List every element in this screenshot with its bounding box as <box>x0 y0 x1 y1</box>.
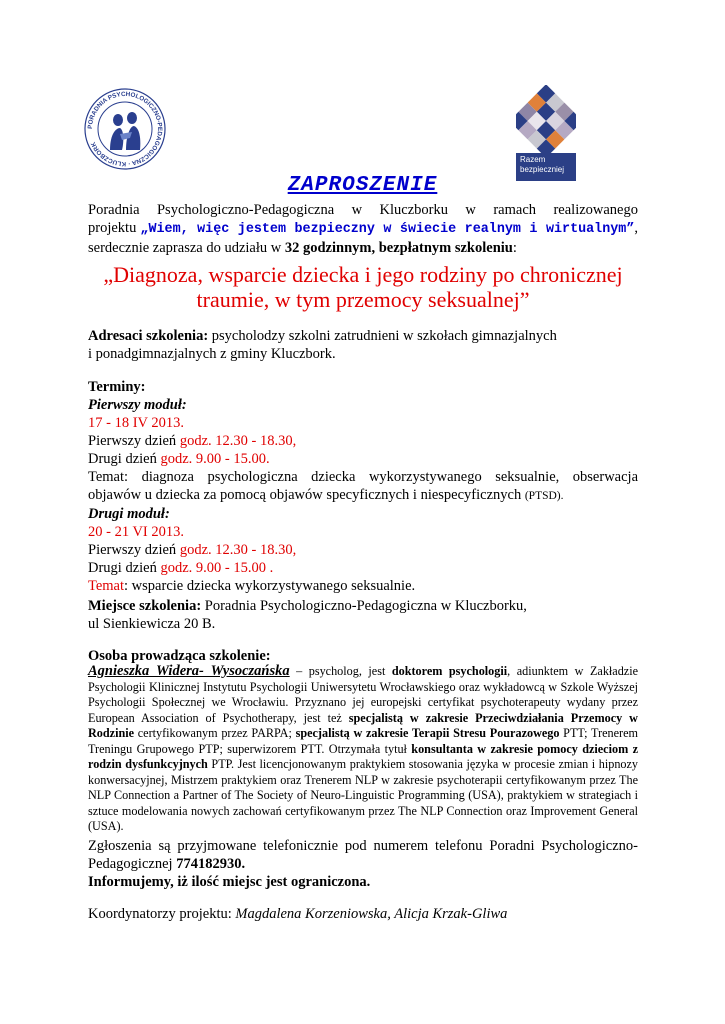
bio-line <box>88 788 638 804</box>
trainer-bio <box>88 664 638 835</box>
bio-segment: Psychologii Klinicznej Instytutu Psychologii Uniwersytetu Wrocławskiego oraz wykładowcą w Szkole Wyższej <box>88 679 638 694</box>
adresaci-section <box>88 327 638 363</box>
bio-line <box>88 773 638 789</box>
seal-ring-text: PORADNIA PSYCHOLOGICZNO-PEDAGOGICZNA · KLUCZBORK <box>86 90 164 168</box>
poradnia-seal-logo <box>84 88 166 170</box>
bio-segment: – psycholog, jest <box>289 664 392 678</box>
intro-comma: , <box>634 220 638 236</box>
miejsce-line-2: ul Sienkiewicza 20 B. <box>88 616 216 632</box>
bio-segment: Psychologii Społecznej we Wrocławiu. Przyznano jej europejski certyfikat psychoterapeuty wydany przez <box>88 695 638 709</box>
logo-line-bezpieczniej: bezpieczniej <box>520 165 565 174</box>
bio-line <box>88 726 638 742</box>
modul1-temat-line-2: objawów u dziecka za pomocą objawów specyficznych i niespecyficznych <box>88 487 525 503</box>
intro-line-1: Poradnia Psychologiczno-Pedagogiczna w Kluczborku w ramach realizowanego <box>88 202 638 218</box>
bio-segment: (USA). <box>88 819 124 833</box>
page-title: ZAPROSZENIE <box>287 174 438 197</box>
headline-line-1: „Diagnoza, wsparcie dziecka i jego rodziny po chronicznej <box>103 262 623 287</box>
bio-line <box>88 711 638 727</box>
osoba-label: Osoba prowadząca szkolenie: <box>88 648 271 664</box>
training-type: 32 godzinnym, bezpłatnym szkoleniu <box>284 240 513 256</box>
koordynatorzy-section <box>88 905 638 923</box>
bio-segment: konsultanta w zakresie pomocy dzieciom z <box>411 741 638 756</box>
zgloszenia-line-3: Informujemy, iż ilość miejsc jest ograniczona. <box>88 874 371 890</box>
trainer-name: Agnieszka Widera- Wysoczańska <box>88 663 290 679</box>
bio-segment: Treningu Grupowego PTP; superwizorem PTT. Otrzymała tytuł <box>88 741 412 756</box>
bio-segment: konwersacyjnej, Mistrzem praktykiem oraz Trenerem NLP w zakresie psychoterapii certyfikowanym przez The <box>88 772 638 787</box>
bio-segment: specjalistą w zakresie Przeciwdziałania Przemocy w <box>348 710 638 725</box>
koordynatorzy-label: Koordynatorzy projektu: <box>88 906 236 922</box>
modul1-day1-label: Pierwszy dzień <box>88 433 180 449</box>
modul1-temat-ptsd: (PTSD). <box>524 490 564 502</box>
adresaci-label: Adresaci szkolenia: <box>88 328 209 344</box>
logo-line-razem: Razem <box>520 155 546 164</box>
intro-zaprasza: serdecznie zaprasza do udziału w <box>88 240 285 256</box>
zgloszenia-line-1: Zgłoszenia są przyjmowane telefonicznie pod numerem telefonu Poradni Psychologiczno- <box>88 838 638 854</box>
modul2-temat-label: Temat <box>88 578 125 594</box>
bio-segment: sztuce modelowania nowych zachowań certyfikowanym przez The NLP Connection oraz Improvement General <box>88 803 638 818</box>
modul1-label: Pierwszy moduł: <box>88 397 187 413</box>
bio-segment: PTP. Jest licencjonowanym praktykiem stosowania języka w procesie zmian i hipnozy <box>207 757 639 771</box>
bio-line <box>88 804 638 820</box>
bio-line <box>88 680 638 696</box>
modul1-day2-label: Drugi dzień <box>88 451 161 467</box>
bio-line <box>88 664 638 680</box>
miejsce-line-1: Poradnia Psychologiczno-Pedagogiczna w Kluczborku, <box>201 598 527 614</box>
zgloszenia-section <box>88 837 638 891</box>
modul2-day2-label: Drugi dzień <box>88 560 161 576</box>
terminy-section <box>88 378 638 595</box>
koordynatorzy-names: Magdalena Korzeniowska, Alicja Krzak-Gliwa <box>235 906 508 922</box>
intro-projektu: projektu <box>88 220 141 236</box>
modul2-day1-time: godz. 12.30 - 18.30, <box>179 542 297 558</box>
bio-segment: , adiunktem w Zakładzie <box>507 664 639 678</box>
modul1-day1-time: godz. 12.30 - 18.30, <box>179 433 297 449</box>
modul1-date: 17 - 18 IV 2013. <box>88 415 184 431</box>
modul2-label: Drugi moduł: <box>88 506 170 522</box>
bio-segment: specjalistą w zakresie Terapii Stresu Pourazowego <box>295 726 560 740</box>
intro-colon: : <box>512 240 517 256</box>
modul1-day2-time: godz. 9.00 - 15.00. <box>160 451 270 467</box>
bio-segment: rodzin dysfunkcyjnych <box>88 757 208 771</box>
bio-line <box>88 742 638 758</box>
project-name: „Wiem, więc jestem bezpieczny w świecie realnym i wirtualnym” <box>140 222 635 237</box>
bio-segment: European Association of Psychotherapy, jest też <box>88 710 349 725</box>
bio-segment: certyfikowanym przez PARPA; <box>134 726 296 740</box>
intro-line-2 <box>88 219 638 239</box>
modul2-temat-text: : wsparcie dziecka wykorzystywanego seksualnie. <box>124 578 416 594</box>
adresaci-line-1: psycholodzy szkolni zatrudnieni w szkołach gimnazjalnych <box>208 328 557 344</box>
headline-line-2: traumie, w tym przemocy seksualnej” <box>196 287 530 312</box>
miejsce-label: Miejsce szkolenia: <box>88 598 202 614</box>
zgloszenia-line-2a: Pedagogicznej <box>88 856 177 872</box>
razem-bezpieczniej-logo <box>516 85 576 181</box>
bio-segment: NLP Connection a Partner of The Society of Neuro-Linguistic Programming (USA), praktykiem w strategiach i <box>88 788 638 802</box>
intro-paragraph <box>88 201 638 257</box>
bio-segment: Rodzinie <box>88 726 135 740</box>
modul2-day1-label: Pierwszy dzień <box>88 542 180 558</box>
modul1-temat-line-1: Temat: diagnoza psychologiczna dziecka wykorzystywanego seksualnie, obserwacja <box>88 469 638 485</box>
bio-segment: doktorem psychologii <box>391 664 508 678</box>
miejsce-section <box>88 597 638 633</box>
modul2-date: 20 - 21 VI 2013. <box>88 524 184 540</box>
bio-line <box>88 695 638 711</box>
terminy-label: Terminy: <box>88 379 146 395</box>
training-headline <box>88 262 638 312</box>
phone-number: 774182930. <box>176 856 246 872</box>
bio-line <box>88 819 638 835</box>
intro-line-3 <box>88 239 638 257</box>
bio-segment: PTT; Trenerem <box>559 726 638 740</box>
adresaci-line-2: i ponadgimnazjalnych z gminy Kluczbork. <box>88 346 336 362</box>
modul2-day2-time: godz. 9.00 - 15.00 . <box>160 560 274 576</box>
bio-line <box>88 757 638 773</box>
